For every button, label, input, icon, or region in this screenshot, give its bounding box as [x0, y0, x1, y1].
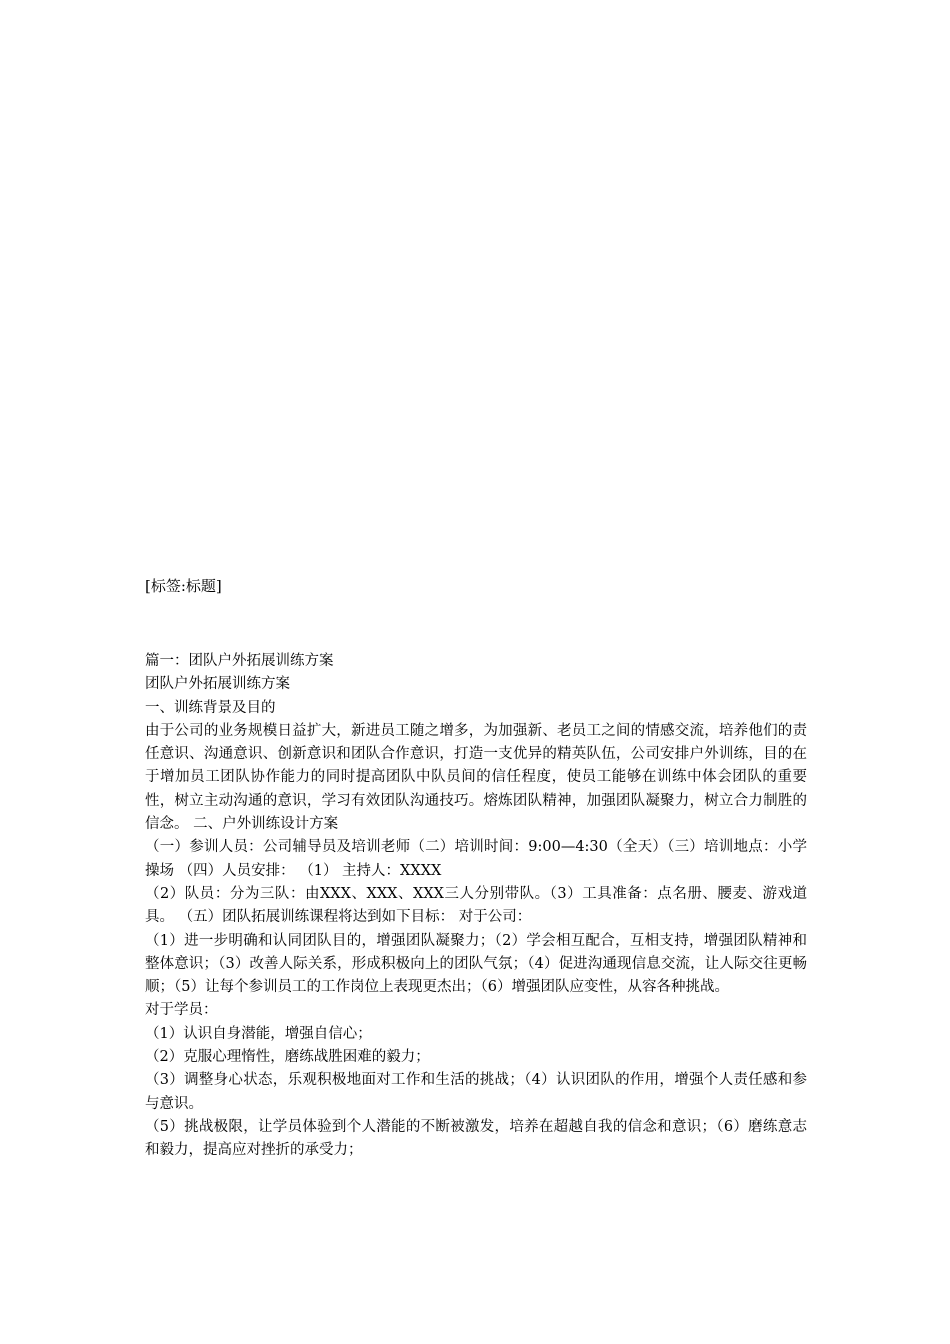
- document-title: 团队户外拓展训练方案: [145, 676, 290, 693]
- section-heading: 篇一：团队户外拓展训练方案: [145, 653, 334, 669]
- body-paragraph: 对于学员：: [145, 1002, 218, 1019]
- list-item: （3）调整身心状态，乐观积极地面对工作和生活的挑战；（4）认识团队的作用，增强个人责任感和参与意识。: [145, 1072, 807, 1112]
- tag-label: [标签:标题]: [145, 577, 222, 595]
- document-body: [145, 650, 807, 1163]
- list-item: （1）认识自身潜能，增强自信心；: [145, 1025, 372, 1042]
- subheading: 一、训练背景及目的: [145, 699, 276, 716]
- body-paragraph: （1）进一步明确和认同团队目的，增强团队凝聚力；（2）学会相互配合，互相支持，增强团队精神和整体意识；（3）改善人际关系，形成积极向上的团队气氛；（4）促进沟通现信息交流，让人际交往更畅顺；（5）让每个参训员工的工作岗位上表现更杰出；（6）增强团队应变性，从容各种挑战。: [145, 932, 807, 996]
- body-paragraph: 由于公司的业务规模日益扩大，新进员工随之增多，为加强新、老员工之间的情感交流，培养他们的责任意识、沟通意识、创新意识和团队合作意识，打造一支优异的精英队伍，公司安排户外训练，目的在于增加员工团队协作能力的同时提高团队中队员间的信任程度，使员工能够在训练中体会团队的重要性，树立主动沟通的意识，学习有效团队沟通技巧。熔炼团队精神，加强团队凝聚力，树立合力制胜的信念。 二、户外训练设计方案: [145, 722, 807, 833]
- body-paragraph: （一）参训人员：公司辅导员及培训老师（二）培训时间：9:00—4:30（全天）（三）培训地点：小学操场 （四）人员安排： （1） 主持人：XXXX: [145, 839, 807, 879]
- list-item: （5）挑战极限，让学员体验到个人潜能的不断被激发，培养在超越自我的信念和意识；（6）磨练意志和毅力，提高应对挫折的承受力；: [145, 1118, 807, 1159]
- list-item: （2）克服心理惰性，磨练战胜困难的毅力；: [145, 1049, 430, 1066]
- body-paragraph: （2）队员：分为三队：由XXX、XXX、XXX三人分别带队。（3）工具准备：点名册、腰麦、游戏道具。 （五）团队拓展训练课程将达到如下目标： 对于公司：: [145, 885, 807, 926]
